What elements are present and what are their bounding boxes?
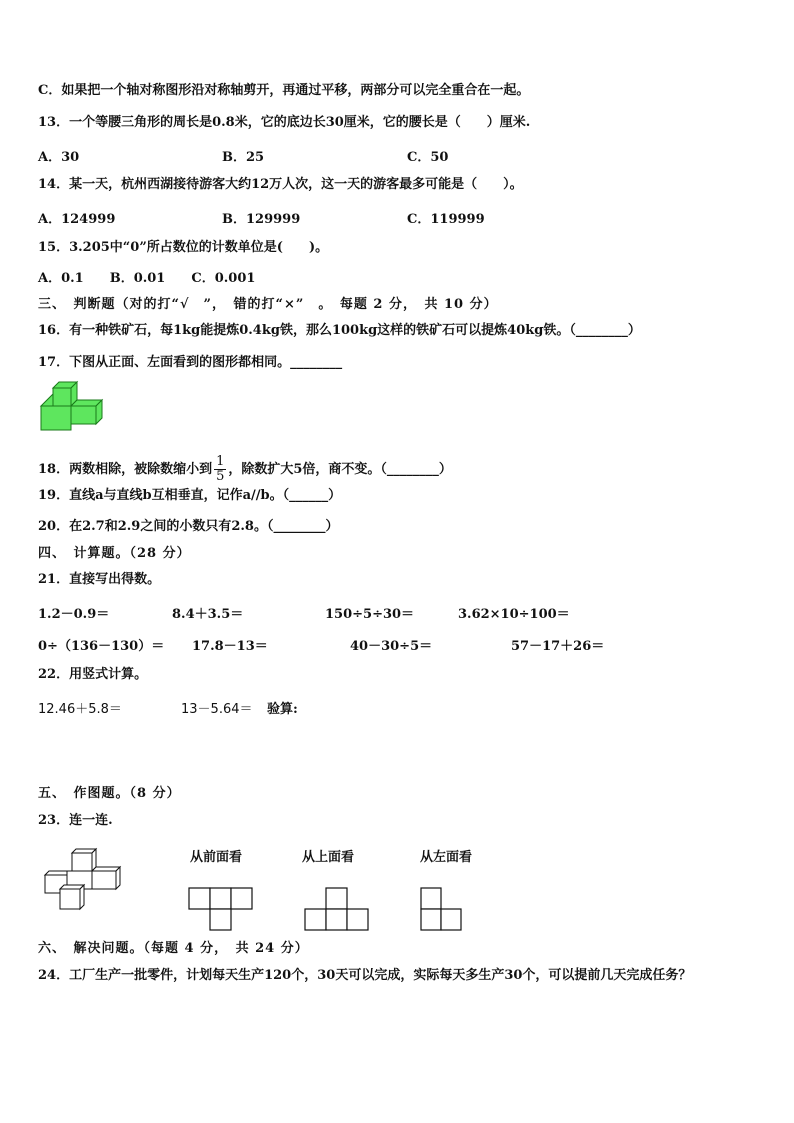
fraction-numerator: 1 <box>216 454 225 469</box>
q15-options: A．0.1 B．0.01 C．0.001 <box>38 271 256 286</box>
fraction-one-fifth <box>214 455 226 484</box>
q18-text-post: ，除数扩大5倍，商不变。（________） <box>228 462 452 477</box>
verification-label: 验算: <box>267 702 298 717</box>
view-label-left: 从左面看 <box>420 850 473 865</box>
section-5-heading: 五、 作图题。（8 分） <box>38 786 181 801</box>
question-18 <box>38 452 452 488</box>
view-label-front: 从前面看 <box>190 850 243 865</box>
question-24: 24．工厂生产一批零件，计划每天生产120个，30天可以完成，实际每天多生产30个，可以提前几天完成任务？ <box>38 968 692 983</box>
calc-item: 1.2－0.9＝ <box>38 607 110 622</box>
calc-item: 40－30÷5＝ <box>350 639 433 654</box>
q13-option-b: B．25 <box>222 150 265 165</box>
option-c-line: C．如果把一个轴对称图形沿对称轴剪开，再通过平移，两部分可以完全重合在一起。 <box>38 83 530 98</box>
q18-text-pre: 18．两数相除，被除数缩小到 <box>38 462 213 477</box>
question-23: 23．连一连. <box>38 813 113 828</box>
section-4-heading: 四、 计算题。（28 分） <box>38 546 191 561</box>
block-figure-3d <box>44 845 124 910</box>
question-21: 21．直接写出得数。 <box>38 572 161 587</box>
q14-option-c: C．119999 <box>407 212 485 227</box>
question-20: 20．在2.7和2.9之间的小数只有2.8。（________） <box>38 519 339 534</box>
question-17: 17．下图从正面、左面看到的图形都相同。________ <box>38 355 343 370</box>
calc-item: 150÷5÷30＝ <box>325 607 415 622</box>
q13-option-a: A．30 <box>38 150 80 165</box>
vertical-calc-1: 12.46＋5.8＝ <box>38 702 122 717</box>
question-16: 16．有一种铁矿石，每1kg能提炼0.4kg铁，那么100kg这样的铁矿石可以提炼40kg铁。（________） <box>38 323 641 338</box>
calc-item: 57－17＋26＝ <box>511 639 605 654</box>
calc-item: 3.62×10÷100＝ <box>458 607 570 622</box>
calc-item: 0÷（136－130）＝ <box>38 639 165 654</box>
view-shape-left <box>420 887 466 933</box>
vertical-calc-2: 13－5.64＝ <box>181 702 253 717</box>
view-shape-top <box>304 887 370 933</box>
section-6-heading: 六、 解决问题。（每题 4 分， 共 24 分） <box>38 941 309 956</box>
view-shape-front <box>188 887 254 933</box>
q13-option-c: C．50 <box>407 150 449 165</box>
green-cubes-figure <box>40 382 106 432</box>
question-14: 14．某一天，杭州西湖接待游客大约12万人次，这一天的游客最多可能是（ ）。 <box>38 177 523 192</box>
view-label-top: 从上面看 <box>302 850 355 865</box>
section-3-heading: 三、 判断题（对的打“√ ”， 错的打“×” 。 每题 2 分， 共 10 分） <box>38 297 498 312</box>
q14-option-b: B．129999 <box>222 212 301 227</box>
question-19: 19．直线a与直线b互相垂直，记作a//b。（______） <box>38 488 342 503</box>
question-15: 15．3.205中“0”所占数位的计数单位是( )。 <box>38 240 329 255</box>
calc-item: 8.4＋3.5＝ <box>172 607 244 622</box>
fraction-denominator: 5 <box>216 469 225 484</box>
question-22: 22．用竖式计算。 <box>38 667 148 682</box>
question-13: 13．一个等腰三角形的周长是0.8米，它的底边长30厘米，它的腰长是（ ）厘米. <box>38 115 531 130</box>
q14-option-a: A．124999 <box>38 212 116 227</box>
calc-item: 17.8－13＝ <box>192 639 268 654</box>
